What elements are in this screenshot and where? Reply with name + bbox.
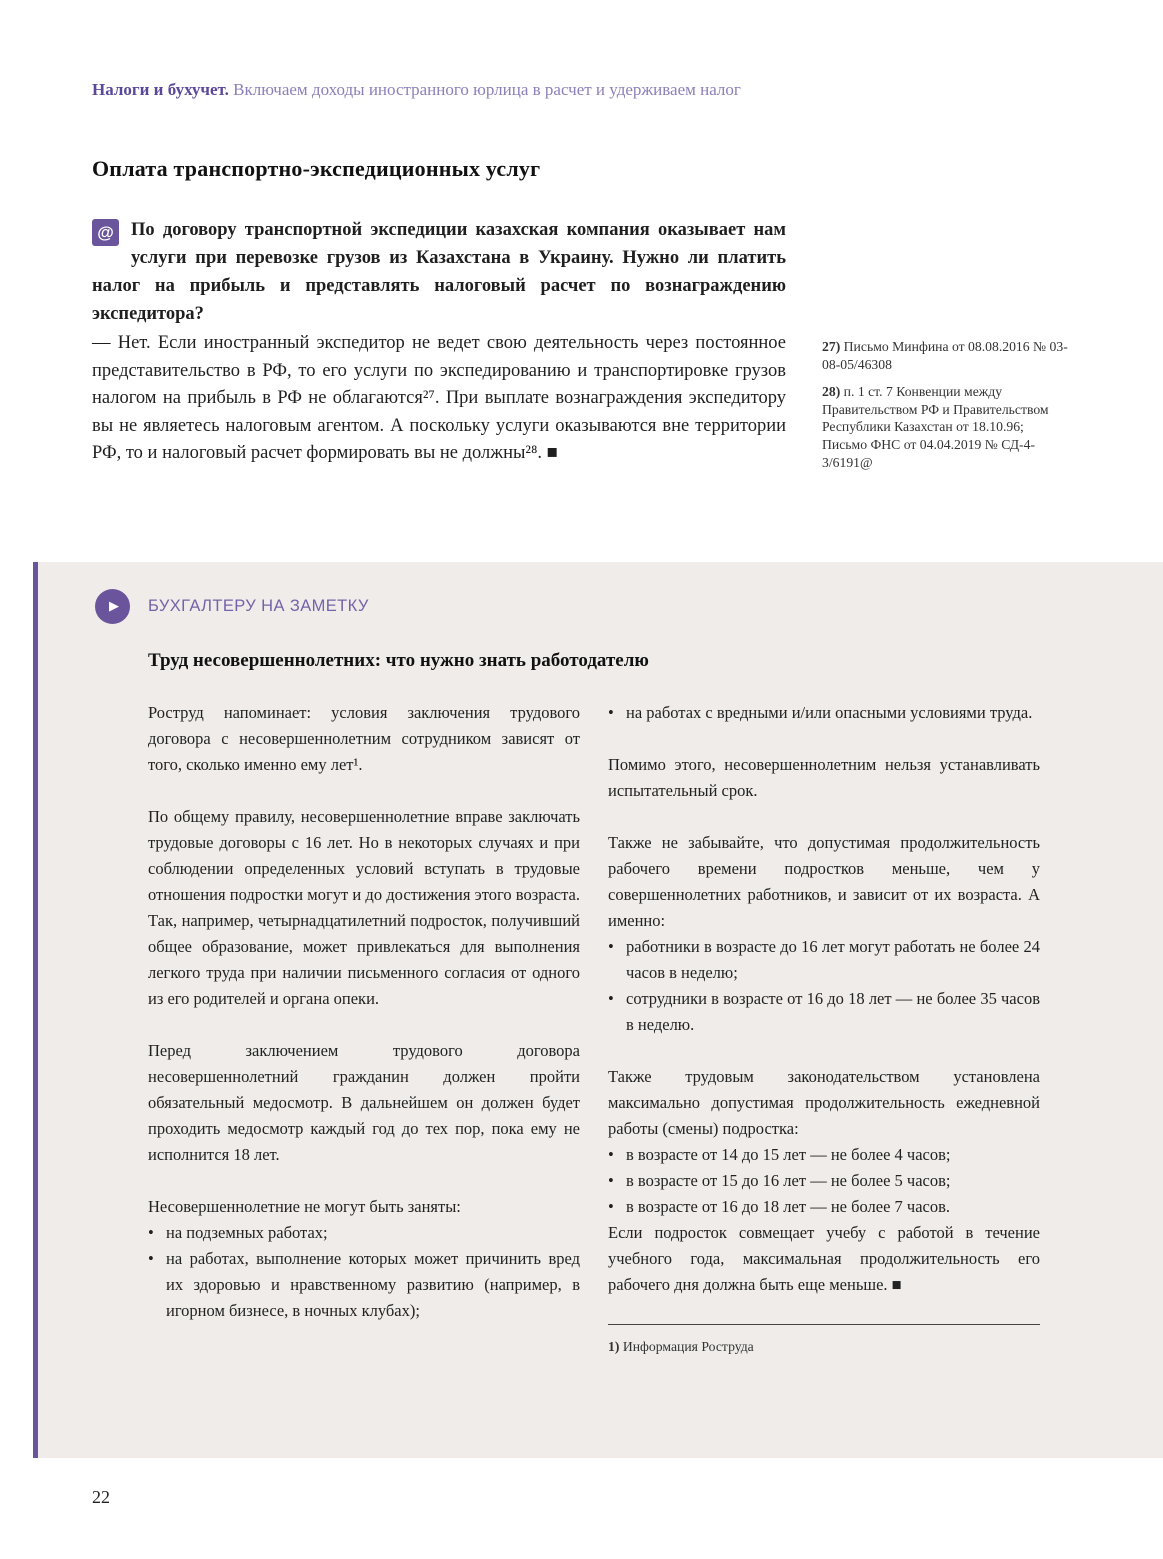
bullet-item (608, 986, 1040, 1038)
note-kicker-row (95, 588, 1163, 624)
note-left-column-text (148, 700, 580, 1324)
expert-answer: — Нет. Если иностранный экспедитор не ведет свою деятельность через постоянное представительство в РФ, то его услуги по экспедированию и транспортировке грузов налогом на прибыль в РФ не облагаются²⁷. При выплате вознаграждения экспедитору вы не являетесь налоговым агентом. А поскольку услуги оказываются вне территории РФ, то и налоговый расчет формировать вы не должны²⁸. ■ (92, 333, 786, 463)
note-footnote (608, 1324, 1040, 1356)
header-section-label: Налоги и бухучет. (92, 80, 229, 99)
margin-note (822, 338, 1070, 373)
question-answer-block (92, 216, 786, 468)
note-columns (148, 700, 1163, 1356)
bullet-text: работники в возрасте до 16 лет могут работать не более 24 часов в неделю; (626, 937, 1040, 982)
bullet-item (608, 1194, 1040, 1220)
bullet-text: на работах, выполнение которых может причинить вред их здоровью и нравственному развитию (например, в игорном бизнесе, в ночных клубах); (166, 1249, 580, 1320)
note-right-column-text (608, 700, 1040, 1298)
article-heading: Оплата транспортно-экспедиционных услуг (92, 156, 541, 181)
bullet-marker: • (148, 1249, 154, 1268)
margin-note-text: п. 1 ст. 7 Конвенции между Правительством РФ и Правительством Республики Казахстан от 18.10.96; Письмо ФНС от 04.04.2019 № СД-4-3/6191@ (822, 384, 1049, 470)
paragraph: Также не забывайте, что допустимая продолжительность рабочего времени подростков меньше, чем у совершеннолетних работников, и зависит от их возраста. А именно: (608, 833, 1040, 930)
bullet-text: на подземных работах; (166, 1223, 328, 1242)
note-right-column (608, 700, 1040, 1356)
note-footnote-text: Информация Роструда (619, 1339, 754, 1354)
paragraph: Помимо этого, несовершеннолетним нельзя устанавливать испытательный срок. (608, 755, 1040, 800)
margin-note-number: 27) (822, 339, 841, 354)
paragraph: Роструд напоминает: условия заключения трудового договора с несовершеннолетним сотрудником зависят от того, сколько именно ему лет¹. (148, 703, 580, 774)
paragraph: Несовершеннолетние не могут быть заняты: (148, 1197, 461, 1216)
header-article-title: Включаем доходы иностранного юрлица в расчет и удерживаем налог (228, 80, 741, 99)
bullet-marker: • (608, 703, 614, 722)
note-left-column (148, 700, 580, 1356)
bullet-marker: • (608, 1171, 614, 1190)
bullet-text: в возрасте от 15 до 16 лет — не более 5 часов; (626, 1171, 951, 1190)
margin-note-text: Письмо Минфина от 08.08.2016 № 03-08-05/46308 (822, 339, 1068, 372)
play-icon: ▶ (95, 589, 130, 624)
paragraph: Если подросток совмещает учебу с работой в течение учебного года, максимальная продолжительность его рабочего дня должна быть еще меньше. ■ (608, 1223, 1040, 1294)
bullet-marker: • (608, 1197, 614, 1216)
bullet-item (608, 1168, 1040, 1194)
bullet-item (608, 700, 1040, 726)
bullet-item (148, 1246, 580, 1324)
note-kicker-label: БУХГАЛТЕРУ НА ЗАМЕТКУ (148, 596, 369, 615)
paragraph: Также трудовым законодательством установлена максимально допустимая продолжительность ежедневной работы (смены) подростка: (608, 1067, 1040, 1138)
bullet-marker: • (608, 989, 614, 1008)
bullet-text: в возрасте от 14 до 15 лет — не более 4 часов; (626, 1145, 951, 1164)
bullet-marker: • (608, 937, 614, 956)
paragraph: По общему правилу, несовершеннолетние вправе заключать трудовые договоры с 16 лет. Но в некоторых случаях и при соблюдении определенных условий вступать в трудовые отношения подростки могут и до достижения этого возраста. Так, например, четырнадцатилетний подросток, получивший общее образование, может привлекаться для выполнения легкого труда при наличии письменного согласия от одного из его родителей и органа опеки. (148, 807, 580, 1008)
bullet-item (608, 1142, 1040, 1168)
note-footnote-number: 1) (608, 1339, 620, 1354)
bullet-marker: • (148, 1223, 154, 1242)
bullet-text: на работах с вредными и/или опасными условиями труда. (626, 703, 1033, 722)
margin-notes (822, 338, 1070, 481)
bullet-text: сотрудники в возрасте от 16 до 18 лет — не более 35 часов в неделю. (626, 989, 1040, 1034)
paragraph: Перед заключением трудового договора несовершеннолетний гражданин должен пройти обязательный медосмотр. В дальнейшем он должен будет проходить медосмотр каждый год до тех пор, пока ему не исполнится 18 лет. (148, 1041, 580, 1164)
reader-question-icon: @ (92, 219, 119, 246)
bullet-text: в возрасте от 16 до 18 лет — не более 7 часов. (626, 1197, 951, 1216)
bullet-item (608, 934, 1040, 986)
reader-question: По договору транспортной экспедиции казахская компания оказывает нам услуги при перевозке грузов из Казахстана в Украину. Нужно ли платить налог на прибыль и представлять налоговый расчет по вознаграждению экспедитора? (92, 220, 786, 324)
page-header (92, 80, 1072, 100)
note-title: Труд несовершеннолетних: что нужно знать работодателю (148, 650, 649, 671)
margin-note (822, 383, 1070, 471)
accountant-note-box (33, 562, 1163, 1458)
page-number: 22 (92, 1487, 110, 1507)
bullet-item (148, 1220, 580, 1246)
bullet-marker: • (608, 1145, 614, 1164)
margin-note-number: 28) (822, 384, 841, 400)
